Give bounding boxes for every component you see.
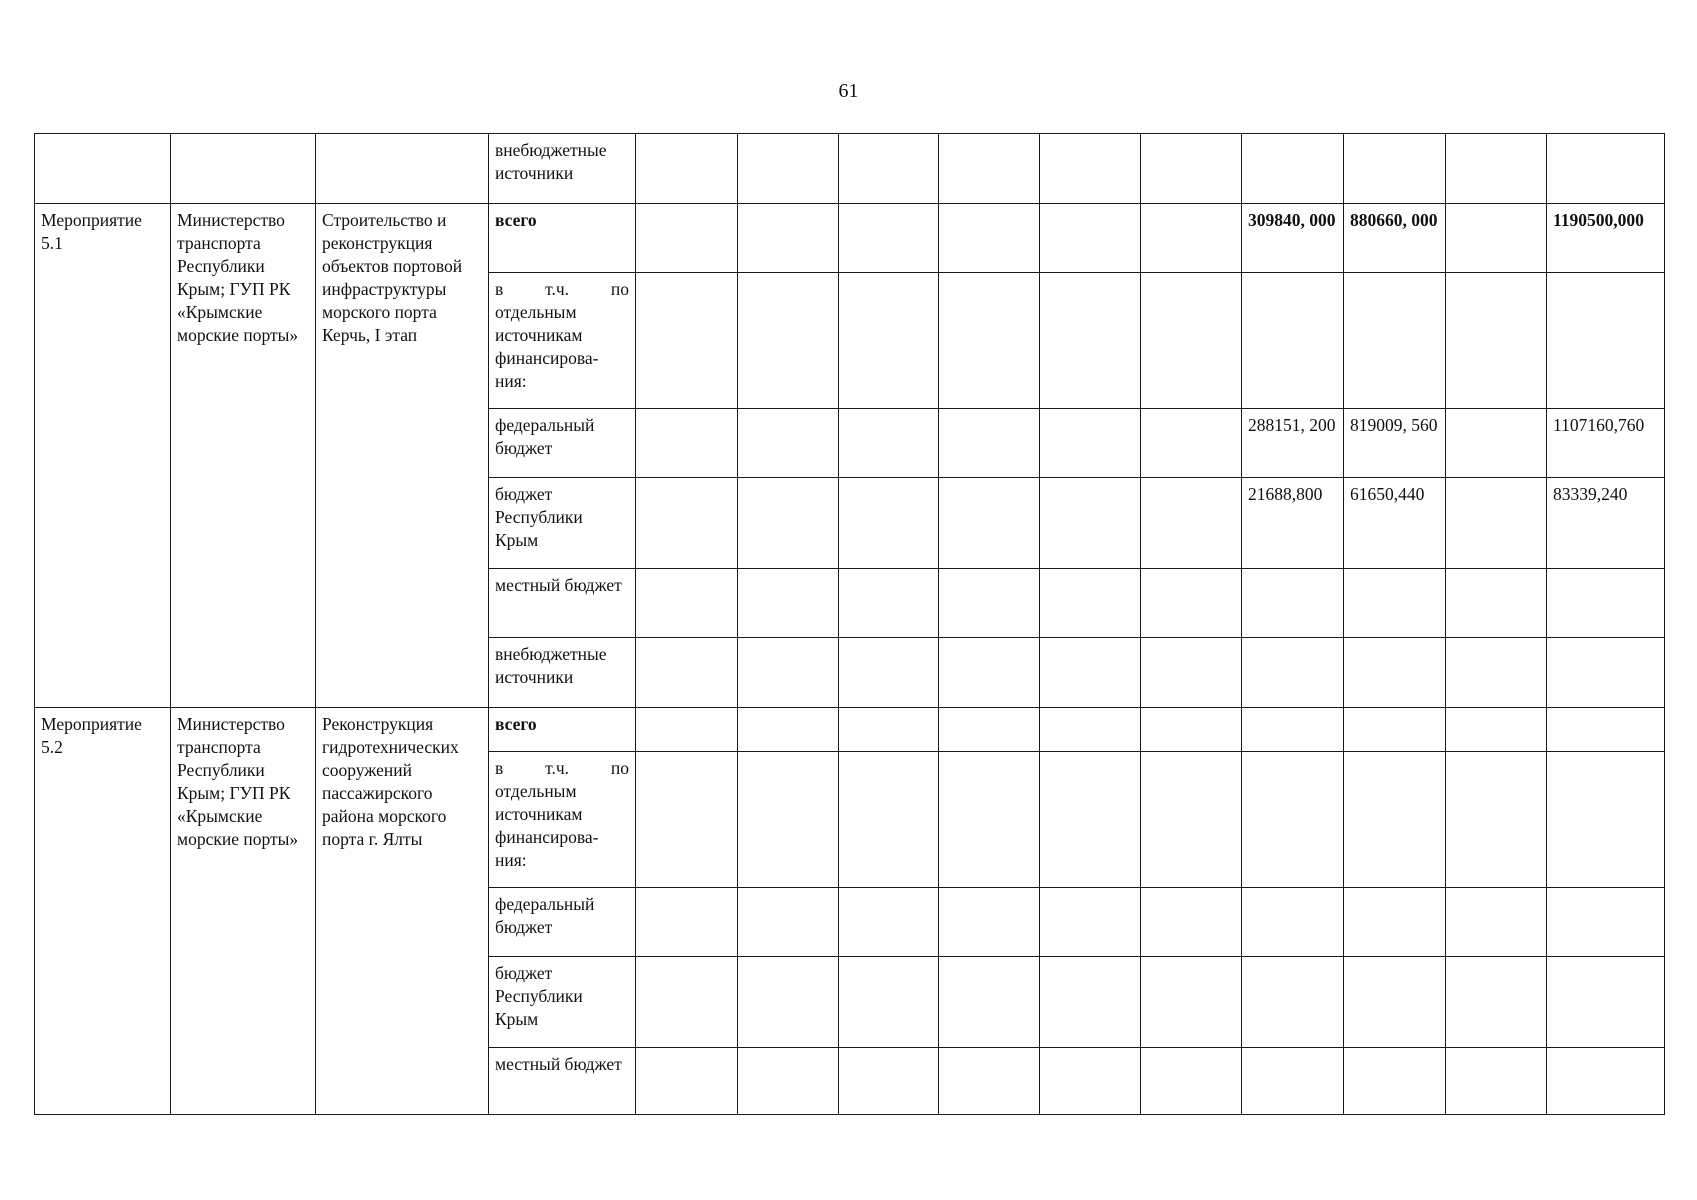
measure-code-cell: Мероприятие 5.1 xyxy=(35,204,171,708)
funding-source-cell: бюджет Республики Крым xyxy=(489,478,636,569)
amount-cell: 61650,440 xyxy=(1344,478,1446,569)
amount-total-cell: 83339,240 xyxy=(1547,478,1665,569)
executor-cell: Министерство транспорта Республики Крым; ГУП РК «Крымские морские порты» xyxy=(171,204,316,708)
funding-source-cell: местный бюджет xyxy=(489,1048,636,1115)
description-cell: Реконструкция гидротехнических сооружений пассажирского района морского порта г. Ялты xyxy=(316,708,489,1115)
measure-code-cell: Мероприятие 5.2 xyxy=(35,708,171,1115)
executor-cell: Министерство транспорта Республики Крым; ГУП РК «Крымские морские порты» xyxy=(171,708,316,1115)
funding-source-cell: внебюджетные источники xyxy=(489,638,636,708)
amount-cell: 880660, 000 xyxy=(1344,204,1446,273)
funding-source-cell: в т.ч. по отдельным источникам финансирова-ния: xyxy=(489,273,636,409)
table-row xyxy=(35,134,1665,204)
funding-source-cell: федеральный бюджет xyxy=(489,888,636,957)
amount-total-cell: 1190500,000 xyxy=(1547,204,1665,273)
financing-table xyxy=(34,133,1665,1115)
amount-cell: 309840, 000 xyxy=(1242,204,1344,273)
description-cell xyxy=(316,134,489,204)
funding-source-cell: в т.ч. по отдельным источникам финансирова-ния: xyxy=(489,752,636,888)
description-cell: Строительство и реконструкция объектов портовой инфраструктуры морского порта Керчь, I этап xyxy=(316,204,489,708)
amount-cell: 21688,800 xyxy=(1242,478,1344,569)
amount-cell: 288151, 200 xyxy=(1242,409,1344,478)
funding-source-cell: местный бюджет xyxy=(489,569,636,638)
amount-cell: 819009, 560 xyxy=(1344,409,1446,478)
table-row xyxy=(35,708,1665,752)
table-row xyxy=(35,204,1665,273)
funding-source-cell: бюджет Республики Крым xyxy=(489,957,636,1048)
funding-source-cell: федеральный бюджет xyxy=(489,409,636,478)
page-number: 61 xyxy=(838,80,859,102)
funding-source-cell: всего xyxy=(489,708,636,752)
funding-source-cell: всего xyxy=(489,204,636,273)
funding-source-cell: внебюджетные источники xyxy=(489,134,636,204)
measure-code-cell xyxy=(35,134,171,204)
executor-cell xyxy=(171,134,316,204)
amount-total-cell: 1107160,760 xyxy=(1547,409,1665,478)
